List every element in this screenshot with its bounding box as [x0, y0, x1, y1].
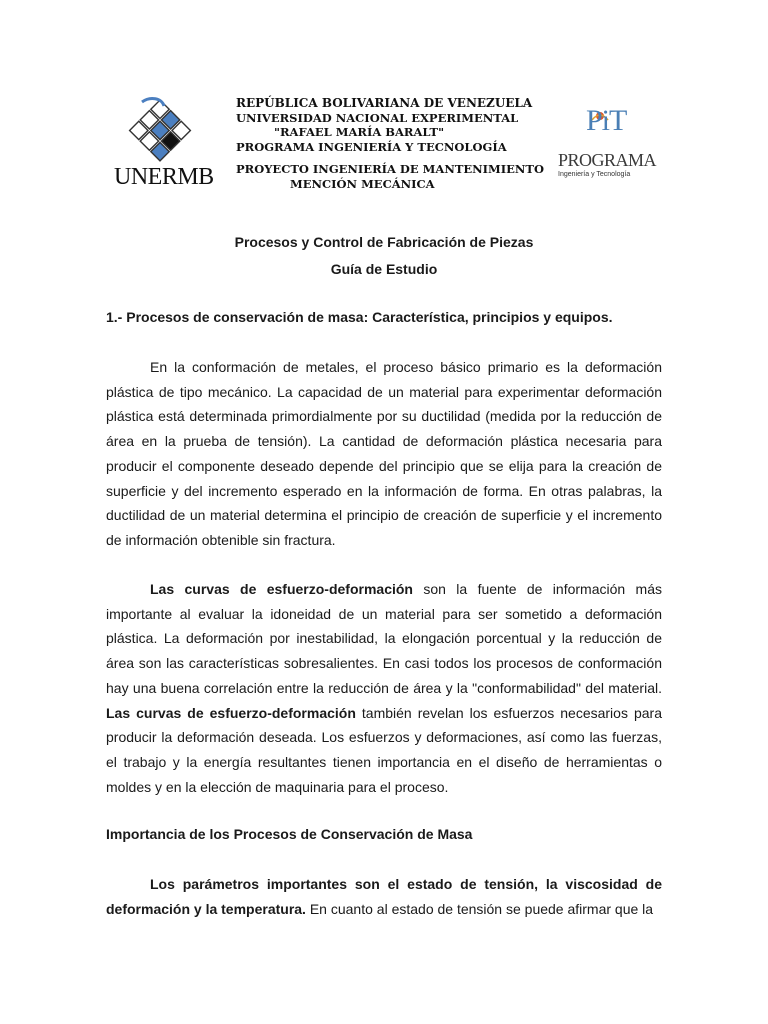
paragraph-2-text-b: también revelan los esfuerzos necesarios para producir la deformación deseada. Los esfuerzos y deformaciones, así como las fuerzas, el trabajo y la energía resultantes tienen importancia en el diseño de herramientas o moldes y en la elección de maquinaria para el proceso. — [106, 704, 662, 795]
paragraph-2 — [106, 577, 662, 799]
unermb-label: UNERMB — [114, 164, 214, 190]
paragraph-3 — [106, 872, 662, 921]
header-line-1: REPÚBLICA BOLIVARIANA DE VENEZUELA — [236, 96, 533, 110]
header-line-5: PROYECTO INGENIERÍA DE MANTENIMIENTO — [236, 162, 545, 176]
paragraph-2-bold-mid: Las curvas de esfuerzo-deformación — [106, 704, 356, 721]
paragraph-3-text: En cuanto al estado de tensión se puede afirmar que la — [305, 900, 654, 917]
institution-header — [236, 96, 545, 191]
paragraph-2-text-a: son la fuente de información más importante al evaluar la idoneidad de un material para ser sometido a deformación plástica. La deformación por inestabilidad, la elongación porcentual y la reducción de área son las características sobresalientes. En casi todos los procesos de conformación hay una buena correlación entre la reducción de área y la "conformabilidad" del material. — [106, 581, 662, 696]
header-line-6: MENCIÓN MECÁNICA — [290, 176, 435, 191]
section-1-heading: 1.- Procesos de conservación de masa: Característica, principios y equipos. — [106, 309, 613, 325]
programa-wordmark: PROGRAMA — [558, 150, 657, 170]
programa-subtitle: Ingeniería y Tecnología — [558, 171, 631, 178]
header-line-2: UNIVERSIDAD NACIONAL EXPERIMENTAL — [236, 110, 519, 125]
paragraph-2-bold-start: Las curvas de esfuerzo-deformación — [150, 581, 413, 597]
paragraph-1 — [106, 355, 662, 553]
unermb-wordmark — [114, 164, 214, 191]
paragraph-1-text: En la conformación de metales, el proceso básico primario es la deformación plástica de tipo mecánico. La capacidad de un material para experimentar deformación plástica está determinada primordialmente por su ductilidad (medida por la reducción de área en la prueba de tensión). La cantidad de deformación plástica necesaria para producir el componente deseado depende del principio que se elija para la creación de superficie y del incremento esperado en la información de forma. En otras palabras, la ductilidad de un material determina el principio de creación de superficie y el incremento de información obtenible sin fractura. — [106, 359, 662, 548]
header-line-3: "RAFAEL MARÍA BARALT" — [274, 125, 445, 139]
header-line-4: PROGRAMA INGENIERÍA Y TECNOLOGÍA — [236, 139, 507, 154]
document-subtitle: Guía de Estudio — [330, 261, 438, 277]
section-2-heading: Importancia de los Procesos de Conservación de Masa — [106, 826, 473, 842]
paragraph-3-bold: Los parámetros importantes son el estado de tensión, la viscosidad de deformación y la temperatura. — [106, 876, 662, 917]
document-header — [0, 0, 768, 210]
document-title: Procesos y Control de Fabricación de Piezas — [234, 234, 534, 250]
pit-wordmark: PiT — [586, 104, 627, 137]
